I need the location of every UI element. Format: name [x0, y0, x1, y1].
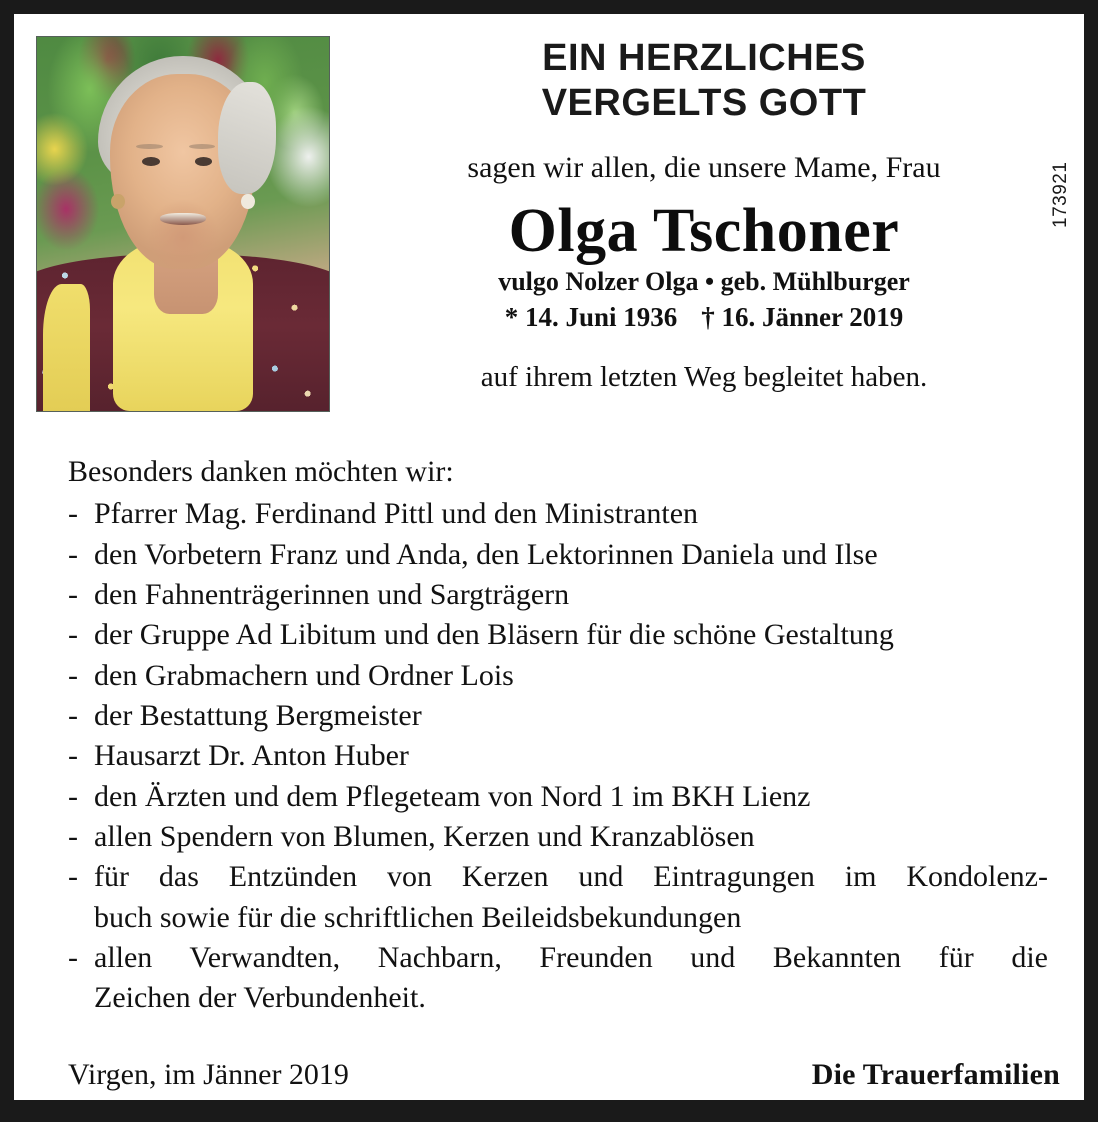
- list-item-line-1: für das Entzünden von Kerzen und Eintragungen im Kondolenz-: [94, 860, 1048, 894]
- list-dash: -: [68, 860, 78, 894]
- list-dash: -: [68, 497, 78, 531]
- heading-column: [364, 28, 1044, 394]
- list-dash: -: [68, 698, 78, 732]
- list-item-text: der Bestattung Bergmeister: [94, 698, 422, 732]
- list-item-text: den Ärzten und dem Pflegeteam von Nord 1 im BKH Lienz: [94, 779, 811, 813]
- reference-number: 173921: [1050, 161, 1071, 228]
- photo-shirt-left-shoulder: [43, 284, 90, 411]
- closing-text: auf ihrem letzten Weg begleitet haben.: [480, 360, 928, 393]
- list-item-line-2: Zeichen der Verbundenheit.: [94, 981, 426, 1015]
- list-dash: -: [68, 819, 78, 853]
- list-item-text: den Fahnenträgerinnen und Sargträgern: [94, 577, 570, 611]
- thanks-intro: Besonders danken möchten wir:: [68, 455, 454, 488]
- photo-mouth: [160, 213, 207, 225]
- list-item-text: den Grabmachern und Ordner Lois: [94, 658, 514, 692]
- list-item: [68, 777, 1048, 817]
- list-item: [68, 615, 1048, 655]
- deceased-dates: [364, 301, 1044, 333]
- photo-eye-right: [195, 157, 213, 166]
- list-item: [68, 857, 1048, 938]
- list-dash: -: [68, 618, 78, 652]
- list-dash: -: [68, 779, 78, 813]
- list-item-text: [94, 938, 1048, 1019]
- list-item: [68, 535, 1048, 575]
- photo-earring-left: [111, 194, 124, 209]
- list-item-text: [94, 857, 1048, 938]
- list-item-line-1: allen Verwandten, Nachbarn, Freunden und Bekannten für die: [94, 940, 1048, 974]
- notice-inner: [14, 14, 1084, 1100]
- list-item: [68, 938, 1048, 1019]
- headline-line-1: EIN HERZLICHES: [542, 37, 866, 79]
- list-item: [68, 494, 1048, 534]
- headline: [364, 36, 1044, 126]
- list-item: [68, 575, 1048, 615]
- footer: [68, 1058, 1060, 1092]
- photo-eyebrow-left: [136, 144, 162, 149]
- list-dash: -: [68, 577, 78, 611]
- list-item: [68, 696, 1048, 736]
- list-dash: -: [68, 658, 78, 692]
- list-item-text: allen Spendern von Blumen, Kerzen und Kranzablösen: [94, 819, 755, 853]
- list-item: [68, 817, 1048, 857]
- list-item-text: den Vorbetern Franz und Anda, den Lektorinnen Daniela und Ilse: [94, 537, 878, 571]
- list-dash: -: [68, 537, 78, 571]
- list-item: [68, 736, 1048, 776]
- thanks-block: [68, 452, 1048, 1019]
- footer-place-date: Virgen, im Jänner 2019: [68, 1058, 349, 1091]
- list-item: [68, 656, 1048, 696]
- birth-date: * 14. Juni 1936: [504, 302, 678, 333]
- footer-signature: Die Trauerfamilien: [811, 1058, 1060, 1091]
- list-item-line-2: buch sowie für die schriftlichen Beileidsbekundungen: [94, 900, 742, 934]
- photo-eye-left: [142, 157, 160, 166]
- photo-earring-right: [241, 194, 254, 209]
- list-dash: -: [68, 739, 78, 773]
- deceased-name: Olga Tschoner: [508, 196, 900, 265]
- list-item-text: Pfarrer Mag. Ferdinand Pittl und den Ministranten: [94, 497, 699, 531]
- reference-number-wrapper: [1050, 32, 1074, 228]
- thanks-list: [68, 494, 1048, 1018]
- photo-eyebrow-right: [189, 144, 215, 149]
- deceased-vulgo: vulgo Nolzer Olga • geb. Mühlburger: [498, 266, 910, 296]
- list-item-text: Hausarzt Dr. Anton Huber: [94, 739, 409, 773]
- list-item-text: der Gruppe Ad Libitum und den Bläsern für die schöne Gestaltung: [94, 618, 894, 652]
- list-dash: -: [68, 940, 78, 974]
- headline-line-2: VERGELTS GOTT: [541, 81, 867, 124]
- death-date: † 16. Jänner 2019: [701, 302, 904, 333]
- intro-text: sagen wir allen, die unsere Mame, Frau: [467, 150, 941, 184]
- portrait-photo: [36, 36, 330, 412]
